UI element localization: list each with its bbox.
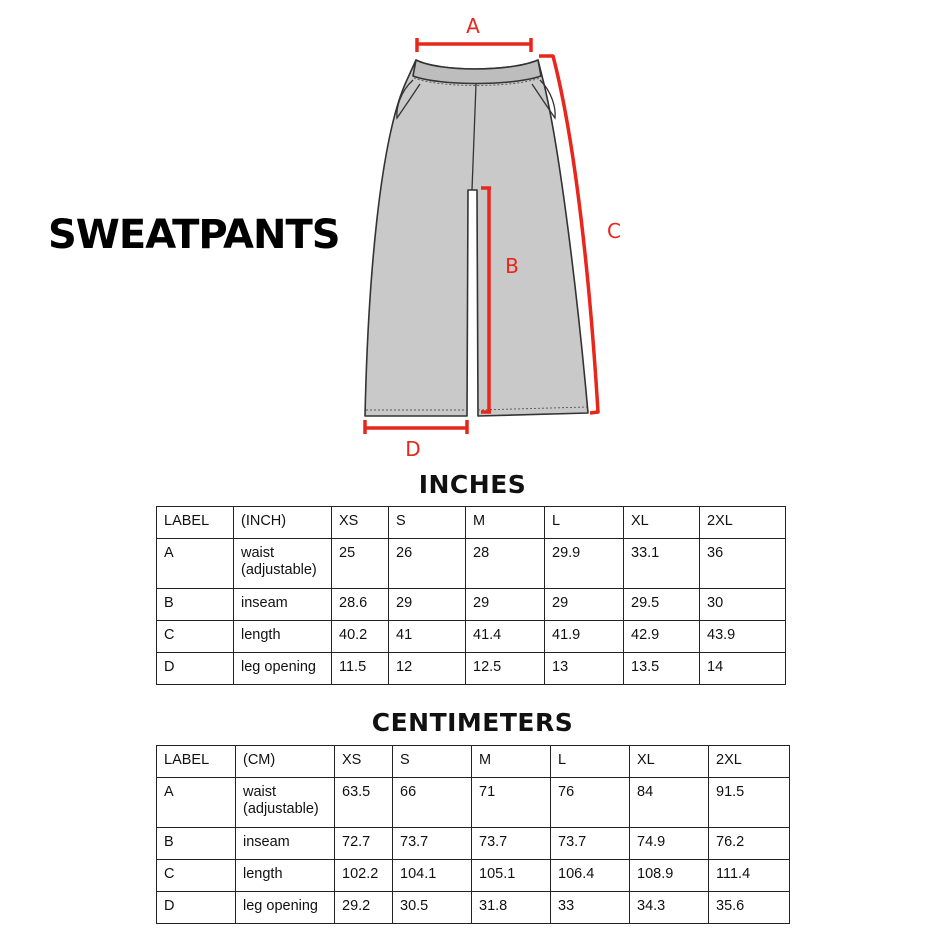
header-cell: M xyxy=(472,746,551,778)
table-cell: 73.7 xyxy=(393,828,472,860)
table-cell: 31.8 xyxy=(472,892,551,924)
table-cell: 12 xyxy=(389,653,466,685)
header-cell: LABEL xyxy=(157,746,236,778)
table-cell: 12.5 xyxy=(466,653,545,685)
table-cell: C xyxy=(157,621,234,653)
table-cell: leg opening xyxy=(236,892,335,924)
table-cell: inseam xyxy=(234,589,332,621)
table-cell: 42.9 xyxy=(624,621,700,653)
table-cell: 29 xyxy=(389,589,466,621)
header-cell: XS xyxy=(335,746,393,778)
header-cell: 2XL xyxy=(700,507,786,539)
table-cell: 13 xyxy=(545,653,624,685)
table-cell: 29.2 xyxy=(335,892,393,924)
measure-d-line xyxy=(365,420,467,434)
page-title: SWEATPANTS xyxy=(48,212,340,258)
table-cell: 28.6 xyxy=(332,589,389,621)
table-cell: A xyxy=(157,778,236,828)
header-cell: L xyxy=(545,507,624,539)
table-cell: 106.4 xyxy=(551,860,630,892)
table-row xyxy=(157,539,786,589)
table-header-row xyxy=(157,746,790,778)
centimeters-heading: CENTIMETERS xyxy=(371,708,574,737)
table-cell: 34.3 xyxy=(630,892,709,924)
table-cell: 73.7 xyxy=(551,828,630,860)
table-cell: 29 xyxy=(545,589,624,621)
table-cell: 74.9 xyxy=(630,828,709,860)
inches-table xyxy=(156,506,786,685)
table-row xyxy=(157,621,786,653)
table-cell: 41 xyxy=(389,621,466,653)
header-cell: M xyxy=(466,507,545,539)
table-cell: 25 xyxy=(332,539,389,589)
centimeters-table xyxy=(156,745,790,924)
table-cell: 108.9 xyxy=(630,860,709,892)
inches-heading: INCHES xyxy=(418,470,527,499)
table-header-row xyxy=(157,507,786,539)
sweatpants-diagram xyxy=(0,0,945,470)
table-cell: inseam xyxy=(236,828,335,860)
table-cell: 72.7 xyxy=(335,828,393,860)
table-cell: 29.5 xyxy=(624,589,700,621)
table-cell: 66 xyxy=(393,778,472,828)
table-cell: 30 xyxy=(700,589,786,621)
header-cell: XL xyxy=(624,507,700,539)
header-cell: LABEL xyxy=(157,507,234,539)
header-cell: (CM) xyxy=(236,746,335,778)
table-cell: 84 xyxy=(630,778,709,828)
table-cell: 102.2 xyxy=(335,860,393,892)
measure-a-line xyxy=(417,38,531,52)
table-cell: 76.2 xyxy=(709,828,790,860)
table-row xyxy=(157,828,790,860)
table-row xyxy=(157,589,786,621)
table-cell: D xyxy=(157,892,236,924)
measure-c-label: C xyxy=(607,219,621,243)
table-cell: 71 xyxy=(472,778,551,828)
table-cell: D xyxy=(157,653,234,685)
table-cell: leg opening xyxy=(234,653,332,685)
table-cell: 28 xyxy=(466,539,545,589)
table-cell: 76 xyxy=(551,778,630,828)
table-cell: 35.6 xyxy=(709,892,790,924)
measure-b-label: B xyxy=(505,254,519,278)
measure-a-label: A xyxy=(466,14,480,38)
table-cell: 105.1 xyxy=(472,860,551,892)
table-row xyxy=(157,860,790,892)
header-cell: 2XL xyxy=(709,746,790,778)
table-cell: 40.2 xyxy=(332,621,389,653)
table-cell: 41.9 xyxy=(545,621,624,653)
table-cell: 41.4 xyxy=(466,621,545,653)
table-cell: length xyxy=(236,860,335,892)
table-cell: waist (adjustable) xyxy=(236,778,335,828)
table-cell: waist (adjustable) xyxy=(234,539,332,589)
table-cell: 111.4 xyxy=(709,860,790,892)
table-cell: 29 xyxy=(466,589,545,621)
table-cell: 33 xyxy=(551,892,630,924)
table-cell: length xyxy=(234,621,332,653)
table-cell: 36 xyxy=(700,539,786,589)
table-cell: 63.5 xyxy=(335,778,393,828)
header-cell: L xyxy=(551,746,630,778)
table-row xyxy=(157,653,786,685)
table-cell: A xyxy=(157,539,234,589)
header-cell: XL xyxy=(630,746,709,778)
table-row xyxy=(157,892,790,924)
table-cell: B xyxy=(157,589,234,621)
table-cell: 30.5 xyxy=(393,892,472,924)
table-cell: 13.5 xyxy=(624,653,700,685)
table-cell: 33.1 xyxy=(624,539,700,589)
measure-d-label: D xyxy=(405,437,421,461)
header-cell: S xyxy=(389,507,466,539)
table-cell: 43.9 xyxy=(700,621,786,653)
table-cell: C xyxy=(157,860,236,892)
table-cell: 73.7 xyxy=(472,828,551,860)
header-cell: XS xyxy=(332,507,389,539)
header-cell: (INCH) xyxy=(234,507,332,539)
table-cell: 104.1 xyxy=(393,860,472,892)
header-cell: S xyxy=(393,746,472,778)
waistband xyxy=(413,60,541,84)
table-cell: 29.9 xyxy=(545,539,624,589)
table-cell: 11.5 xyxy=(332,653,389,685)
table-cell: 26 xyxy=(389,539,466,589)
table-cell: B xyxy=(157,828,236,860)
table-cell: 14 xyxy=(700,653,786,685)
table-row xyxy=(157,778,790,828)
table-cell: 91.5 xyxy=(709,778,790,828)
